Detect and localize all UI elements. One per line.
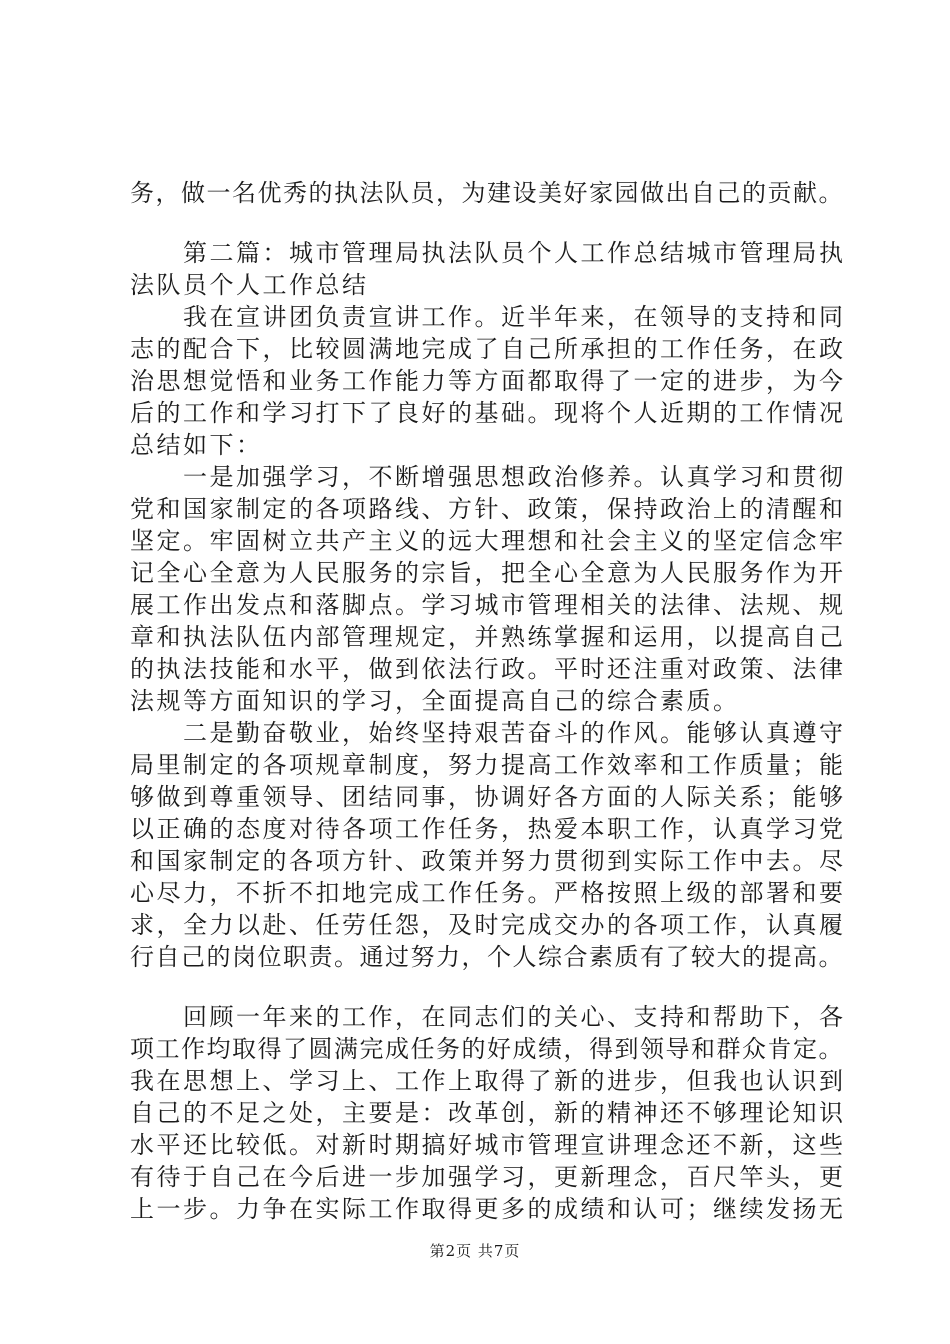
text-line: 自己的不足之处，主要是：改革创，新的精神还不够理论知识	[130, 1099, 846, 1127]
text-line: 项工作均取得了圆满完成任务的好成绩，得到领导和群众肯定。	[130, 1035, 844, 1063]
text-line: 有待于自己在今后进一步加强学习，更新理念，百尺竿头，更	[130, 1163, 846, 1191]
text-line: 心尽力，不折不扣地完成工作任务。严格按照上级的部署和要	[130, 879, 846, 907]
text-line: 行自己的岗位职责。通过努力，个人综合素质有了较大的提高。	[130, 943, 844, 971]
text-line: 党和国家制定的各项路线、方针、政策，保持政治上的清醒和	[130, 495, 846, 523]
text-line: 坚定。牢固树立共产主义的远大理想和社会主义的坚定信念牢	[130, 527, 846, 555]
text-line: 以正确的态度对待各项工作任务，热爱本职工作，认真学习党	[130, 815, 846, 843]
text-line: 局里制定的各项规章制度，努力提高工作效率和工作质量；能	[130, 751, 846, 779]
text-line: 法规等方面知识的学习，全面提高自己的综合素质。	[130, 687, 740, 715]
text-line: 后的工作和学习打下了良好的基础。现将个人近期的工作情况	[130, 399, 846, 427]
text-line: 章和执法队伍内部管理规定，并熟练掌握和运用，以提高自己	[130, 623, 846, 651]
text-line: 二是勤奋敬业，始终坚持艰苦奋斗的作风。能够认真遵守	[130, 719, 846, 747]
text-line: 的执法技能和水平，做到依法行政。平时还注重对政策、法律	[130, 655, 846, 683]
text-line: 上一步。力争在实际工作取得更多的成绩和认可；继续发扬无	[130, 1195, 846, 1223]
text-line: 展工作出发点和落脚点。学习城市管理相关的法律、法规、规	[130, 591, 846, 619]
text-line: 务，做一名优秀的执法队员，为建设美好家园做出自己的贡献。	[130, 179, 844, 207]
text-line: 和国家制定的各项方针、政策并努力贯彻到实际工作中去。尽	[130, 847, 846, 875]
section-heading-line: 法队员个人工作总结	[130, 271, 369, 299]
text-line: 志的配合下，比较圆满地完成了自己所承担的工作任务，在政	[130, 335, 846, 363]
section-heading-line: 第二篇：城市管理局执法队员个人工作总结城市管理局执	[130, 239, 846, 267]
text-line: 记全心全意为人民服务的宗旨，把全心全意为人民服务作为开	[130, 559, 846, 587]
text-line: 治思想觉悟和业务工作能力等方面都取得了一定的进步，为今	[130, 367, 846, 395]
text-line: 我在宣讲团负责宣讲工作。近半年来，在领导的支持和同	[130, 303, 846, 331]
text-line: 回顾一年来的工作，在同志们的关心、支持和帮助下，各	[130, 1003, 846, 1031]
text-line: 够做到尊重领导、团结同事，协调好各方面的人际关系；能够	[130, 783, 846, 811]
text-line: 我在思想上、学习上、工作上取得了新的进步，但我也认识到	[130, 1067, 846, 1095]
text-line: 水平还比较低。对新时期搞好城市管理宣讲理念还不新，这些	[130, 1131, 846, 1159]
text-line: 一是加强学习，不断增强思想政治修养。认真学习和贯彻	[130, 463, 846, 491]
text-line: 求，全力以赴、任劳任怨，及时完成交办的各项工作，认真履	[130, 911, 846, 939]
text-line: 总结如下：	[130, 431, 263, 459]
page-number-footer: 第2页 共7页	[429, 1242, 521, 1260]
